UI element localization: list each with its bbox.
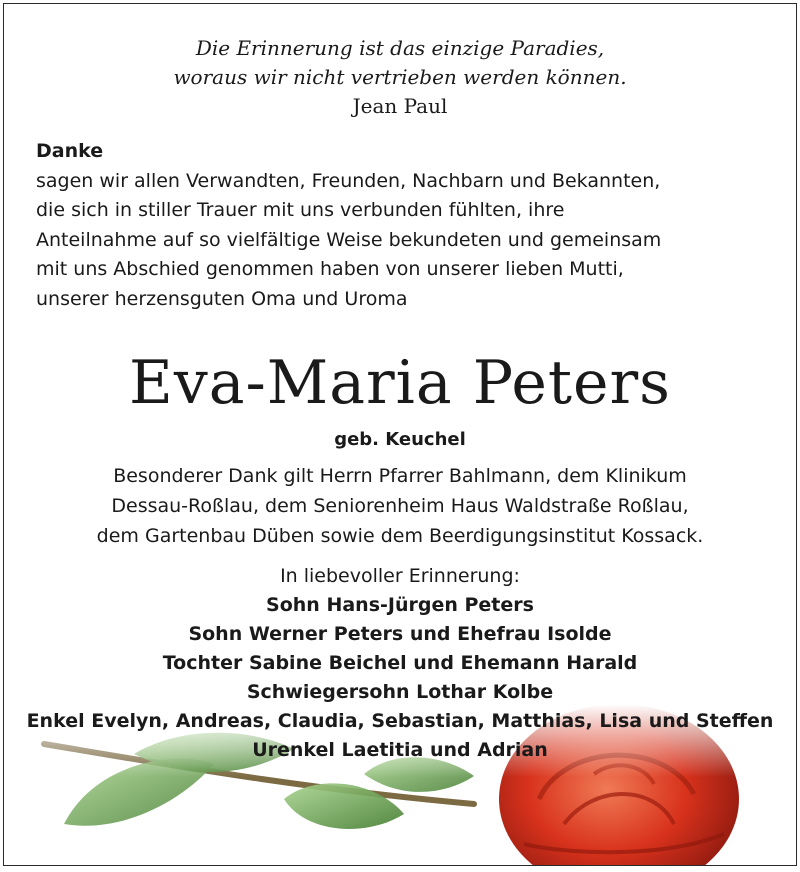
family-member: Sohn Werner Peters und Ehefrau Isolde <box>188 623 612 645</box>
memory-intro: In liebevoller Erinnerung: <box>280 565 520 587</box>
special-thanks-line: Dessau-Roßlau, dem Seniorenheim Haus Waldstraße Roßlau, <box>111 495 689 517</box>
birth-name: geb. Keuchel <box>334 429 466 450</box>
thanks-line: die sich in stiller Trauer mit uns verbunden fühlten, ihre <box>36 199 565 221</box>
family-member: Sohn Hans-Jürgen Peters <box>266 594 534 616</box>
family-member: Tochter Sabine Beichel und Ehemann Harald <box>162 652 638 674</box>
quote-line: Die Erinnerung ist das einzige Paradies, <box>195 36 605 60</box>
special-thanks-line: dem Gartenbau Düben sowie dem Beerdigungsinstitut Kossack. <box>96 525 704 547</box>
quote-author: Jean Paul <box>352 94 448 118</box>
thanks-line: unserer herzensguten Oma und Uroma <box>36 287 408 310</box>
deceased-name: Eva-Maria Peters <box>129 348 671 418</box>
thanks-paragraph <box>36 137 776 314</box>
thanks-line: sagen wir allen Verwandten, Freunden, Nachbarn und Bekannten, <box>36 169 661 192</box>
quote-line: woraus wir nicht vertrieben werden können. <box>173 65 627 89</box>
obituary-card <box>3 3 797 866</box>
thanks-line: Anteilnahme auf so vielfältige Weise bekundeten und gemeinsam <box>36 228 662 251</box>
family-member: Enkel Evelyn, Andreas, Claudia, Sebastian, Matthias, Lisa und Steffen <box>26 710 774 732</box>
family-signatures <box>4 562 796 765</box>
thanks-line: mit uns Abschied genommen haben von unserer lieben Mutti, <box>36 258 624 280</box>
quote-block <box>4 34 796 121</box>
family-member: Urenkel Laetitia und Adrian <box>252 739 548 761</box>
thanks-heading: Danke <box>36 140 104 162</box>
special-thanks <box>4 461 796 551</box>
family-member: Schwiegersohn Lothar Kolbe <box>246 681 554 703</box>
special-thanks-line: Besonderer Dank gilt Herrn Pfarrer Bahlmann, dem Klinikum <box>113 465 687 487</box>
